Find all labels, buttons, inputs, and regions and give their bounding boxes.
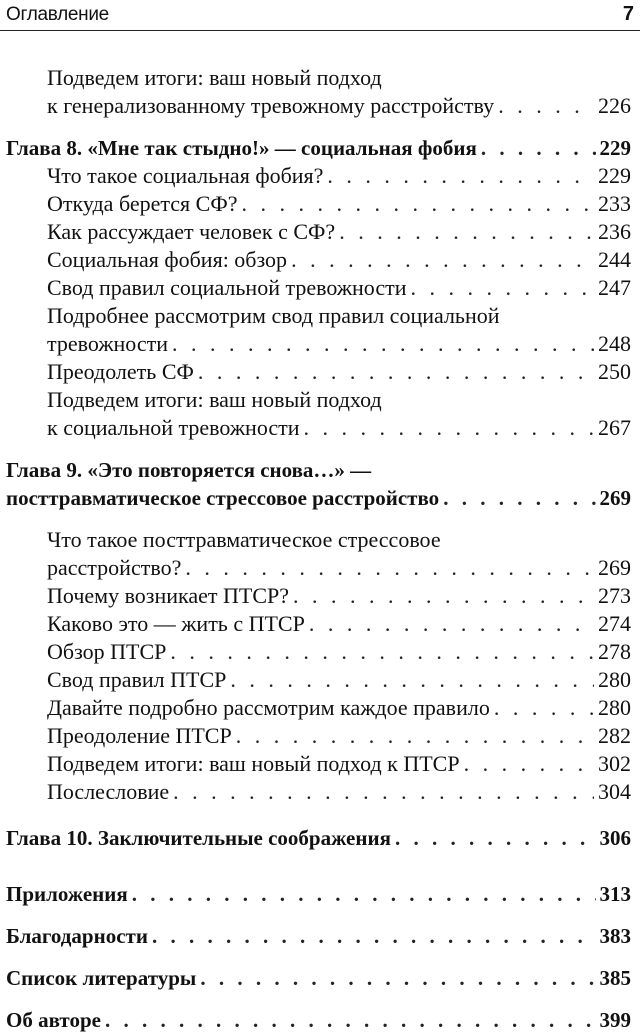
toc-entry[interactable] — [0, 358, 640, 386]
toc-entry[interactable] — [0, 582, 640, 610]
dot-leader — [327, 162, 594, 190]
section-title: Благодарности — [6, 924, 148, 948]
dot-leader — [464, 750, 594, 778]
toc-entry[interactable] — [0, 330, 640, 358]
toc-entry-text: Подведем итоги: ваш новый подход к ПТСР — [47, 751, 460, 776]
dot-leader — [395, 824, 596, 852]
toc-entry-text: Преодолеть СФ — [47, 359, 194, 384]
toc-entry-line — [0, 302, 640, 330]
toc-appendices[interactable] — [0, 880, 640, 908]
dot-leader — [293, 582, 594, 610]
dot-leader — [443, 484, 595, 512]
toc-page-number: 302 — [598, 751, 631, 776]
chapter-title: Глава 9. «Это повторяется снова…» — — [6, 458, 372, 482]
toc-page-number: 247 — [598, 275, 631, 300]
toc-entry[interactable] — [0, 190, 640, 218]
toc-entry[interactable] — [0, 666, 640, 694]
toc-entry-line — [0, 64, 640, 92]
toc-page-number: 306 — [599, 826, 631, 850]
toc-page-number: 274 — [598, 611, 631, 636]
dot-leader — [309, 610, 594, 638]
dot-leader — [291, 246, 594, 274]
toc-entry-text: Подведем итоги: ваш новый подход — [47, 65, 382, 90]
toc-acknowledgements[interactable] — [0, 922, 640, 950]
toc-entry-text: Свод правил социальной тревожности — [47, 275, 407, 300]
toc-entry[interactable] — [0, 414, 640, 442]
toc-entry-text: Послесловие — [47, 779, 170, 804]
toc-entry[interactable] — [0, 750, 640, 778]
toc-page-number: 233 — [598, 191, 631, 216]
toc-page-number: 226 — [598, 93, 631, 118]
toc-entry[interactable] — [0, 162, 640, 190]
toc-chapter-9-line — [0, 456, 640, 484]
toc-page-number: 269 — [599, 486, 631, 510]
toc-page-number: 250 — [598, 359, 631, 384]
dot-leader — [230, 666, 594, 694]
dot-leader — [152, 922, 596, 950]
toc-page-number: 383 — [599, 924, 631, 948]
toc-entry[interactable] — [0, 246, 640, 274]
toc-page-number: 248 — [598, 331, 631, 356]
toc-page-number: 282 — [598, 723, 631, 748]
toc-references[interactable] — [0, 964, 640, 992]
toc-entry-text: Почему возникает ПТСР? — [47, 583, 290, 608]
toc-page-number: 278 — [598, 639, 631, 664]
toc-page-number: 280 — [598, 667, 631, 692]
section-title: Список литературы — [6, 966, 197, 990]
dot-leader — [411, 274, 595, 302]
toc-entry[interactable] — [0, 218, 640, 246]
toc-about-author[interactable] — [0, 1006, 640, 1034]
toc-entry-text: Как рассуждает человек с СФ? — [47, 219, 336, 244]
toc-page-number: 267 — [598, 415, 631, 440]
dot-leader — [170, 638, 594, 666]
dot-leader — [339, 218, 594, 246]
toc-chapter-10[interactable] — [0, 824, 640, 852]
dot-leader — [132, 880, 596, 908]
chapter-title: посттравматическое стрессовое расстройство — [6, 486, 440, 510]
toc-entry-text: Преодоление ПТСР — [47, 723, 232, 748]
toc-entry-text: Свод правил ПТСР — [47, 667, 227, 692]
toc-entry-line — [0, 526, 640, 554]
toc-entry[interactable] — [0, 722, 640, 750]
toc-page-number: 244 — [598, 247, 631, 272]
dot-leader — [185, 554, 594, 582]
toc-entry[interactable] — [0, 638, 640, 666]
toc-entry-line — [0, 386, 640, 414]
chapter-title: Глава 10. Заключительные соображения — [6, 826, 391, 850]
toc-entry-text: Давайте подробно рассмотрим каждое правило — [47, 695, 490, 720]
toc-entry[interactable] — [0, 610, 640, 638]
toc-page-number: 236 — [598, 219, 631, 244]
section-title: Об авторе — [6, 1008, 101, 1032]
toc-page-number: 313 — [599, 882, 631, 906]
dot-leader — [498, 92, 594, 120]
toc-entry-text: Что такое социальная фобия? — [47, 163, 324, 188]
toc-entry-text: Подробнее рассмотрим свод правил социальной — [47, 303, 500, 328]
toc-page-number: 280 — [598, 695, 631, 720]
table-of-contents — [0, 64, 640, 1034]
toc-entry[interactable] — [0, 554, 640, 582]
toc-entry-text: к генерализованному тревожному расстройству — [47, 93, 495, 118]
dot-leader — [481, 134, 596, 162]
toc-entry-text: тревожности — [47, 331, 169, 356]
dot-leader — [173, 778, 594, 806]
running-header — [6, 0, 634, 26]
dot-leader — [105, 1006, 596, 1034]
dot-leader — [304, 414, 594, 442]
toc-entry-text: к социальной тревожности — [47, 415, 300, 440]
dot-leader — [172, 330, 594, 358]
chapter-title: Глава 8. «Мне так стыдно!» — социальная фобия — [6, 136, 477, 160]
dot-leader — [494, 694, 594, 722]
toc-entry-text: Обзор ПТСР — [47, 639, 167, 664]
running-title: Оглавление — [6, 4, 109, 25]
toc-entry[interactable] — [0, 92, 640, 120]
toc-entry[interactable] — [0, 274, 640, 302]
toc-entry[interactable] — [0, 694, 640, 722]
header-rule — [0, 30, 640, 31]
toc-entry-text: Что такое посттравматическое стрессовое — [47, 527, 441, 552]
toc-entry[interactable] — [0, 778, 640, 806]
toc-page-number: 229 — [598, 163, 631, 188]
toc-entry-text: Подведем итоги: ваш новый подход — [47, 387, 382, 412]
toc-entry-text: расстройство? — [47, 555, 182, 580]
dot-leader — [241, 190, 594, 218]
toc-chapter-9[interactable] — [0, 484, 640, 512]
dot-leader — [236, 722, 594, 750]
dot-leader — [200, 964, 595, 992]
page-number: 7 — [622, 3, 634, 25]
toc-page-number: 304 — [598, 779, 631, 804]
toc-entry-text: Откуда берется СФ? — [47, 191, 238, 216]
toc-chapter-8[interactable] — [0, 134, 640, 162]
toc-page-number: 269 — [598, 555, 631, 580]
toc-page-number: 399 — [599, 1008, 631, 1032]
toc-page-number: 385 — [599, 966, 631, 990]
toc-entry-text: Социальная фобия: обзор — [47, 247, 288, 272]
section-title: Приложения — [6, 882, 128, 906]
toc-page-number: 273 — [598, 583, 631, 608]
toc-page-number: 229 — [599, 136, 631, 160]
toc-entry-text: Каково это — жить с ПТСР — [47, 611, 305, 636]
dot-leader — [198, 358, 594, 386]
